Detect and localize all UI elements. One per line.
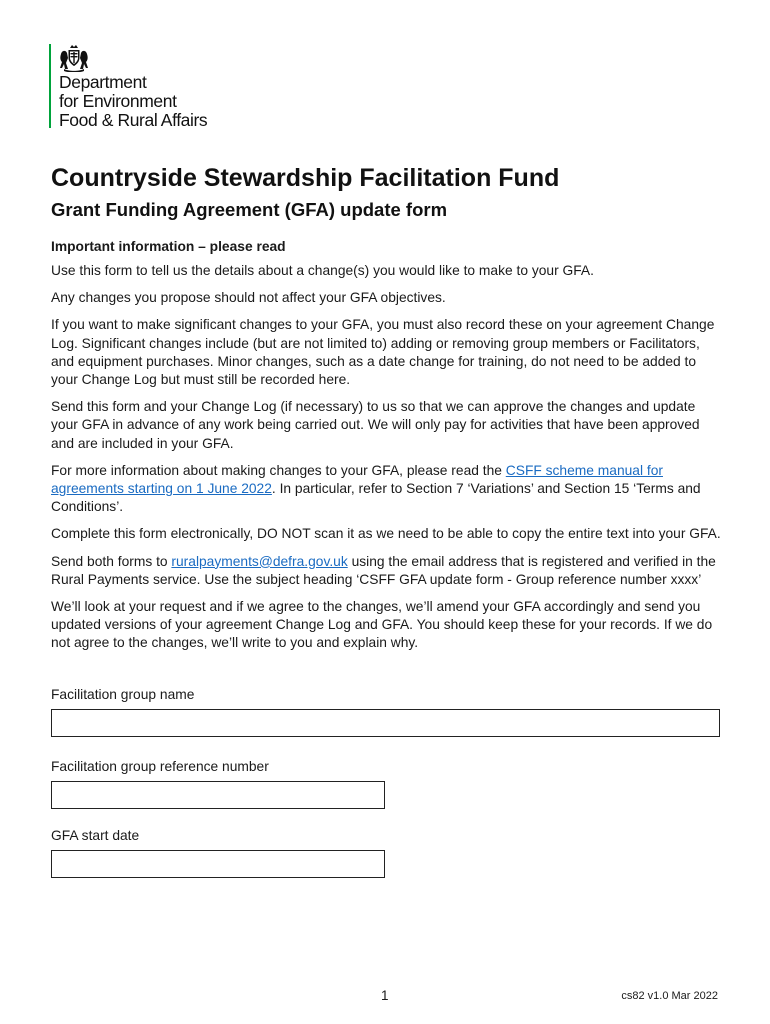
group-reference-label: Facilitation group reference number: [51, 758, 269, 774]
more-info-text-before: For more information about making changes to your GFA, please read the: [51, 462, 506, 478]
page-title: Countryside Stewardship Facilitation Fund: [51, 164, 560, 192]
send-email-text-before: Send both forms to: [51, 553, 172, 569]
paragraph-complete-electronically: Complete this form electronically, DO NOT scan it as we need to be able to copy the entire text into your GFA.: [51, 526, 721, 542]
send-email-text-after: using the email address that is registered and verified in the Rural Payments service. Use the subject heading ‘CSFF GFA update form - Group reference number xxxx’: [51, 553, 716, 587]
paragraph-review: We’ll look at your request and if we agree to the changes, we’ll amend your GFA accordingly and send you updated versions of your agreement Change Log and GFA. You should keep these for your records. If we do not agree to the changes, we’ll write to you and explain why.: [51, 599, 713, 651]
form-content: [51, 162, 723, 878]
paragraph-purpose: Use this form to tell us the details about a change(s) you would like to make to your GFA.: [51, 263, 594, 278]
csff-scheme-manual-link[interactable]: CSFF scheme manual for agreements starting on 1 June 2022: [51, 462, 663, 497]
group-reference-input[interactable]: [51, 781, 385, 809]
logo-line-food-rural: Food & Rural Affairs: [59, 110, 208, 130]
paragraph-send-email: [51, 553, 723, 589]
royal-coat-of-arms-icon: [59, 44, 89, 72]
paragraph-more-info: [51, 462, 723, 517]
more-info-text-after: . In particular, refer to Section 7 ‘Variations’ and Section 15 ‘Terms and Conditions’.: [51, 481, 701, 515]
logo-line-department: Department: [59, 72, 147, 92]
group-name-input[interactable]: [51, 709, 720, 737]
logo-wordmark: [59, 73, 207, 130]
logo-green-rule: [49, 44, 51, 128]
important-info-heading: Important information – please read: [51, 239, 286, 254]
logo-line-environment: for Environment: [59, 91, 177, 111]
paragraph-send-form: Send this form and your Change Log (if necessary) to us so that we can approve the changes and update your GFA in advance of any work being carried out. We will only pay for activities that have been approved and are included in your GFA.: [51, 399, 700, 451]
gfa-start-date-input[interactable]: [51, 850, 385, 878]
paragraph-objectives: Any changes you propose should not affect your GFA objectives.: [51, 290, 446, 306]
form-version-reference: cs82 v1.0 Mar 2022: [621, 990, 718, 1002]
rural-payments-email-link[interactable]: ruralpayments@defra.gov.uk: [171, 553, 348, 569]
page-number: 1: [381, 988, 389, 1003]
gfa-start-date-label: GFA start date: [51, 827, 140, 843]
group-name-label: Facilitation group name: [51, 686, 195, 702]
paragraph-significant-changes: If you want to make significant changes to your GFA, you must also record these on your agreement Change Log. Significant changes include (but are not limited to) adding or removing group members or Facilitators, and equipment purchases. Minor changes, such as a date change for training, do not need to be added to your Change Log but must still be recorded here.: [51, 317, 715, 388]
page-subtitle: Grant Funding Agreement (GFA) update form: [51, 199, 448, 220]
